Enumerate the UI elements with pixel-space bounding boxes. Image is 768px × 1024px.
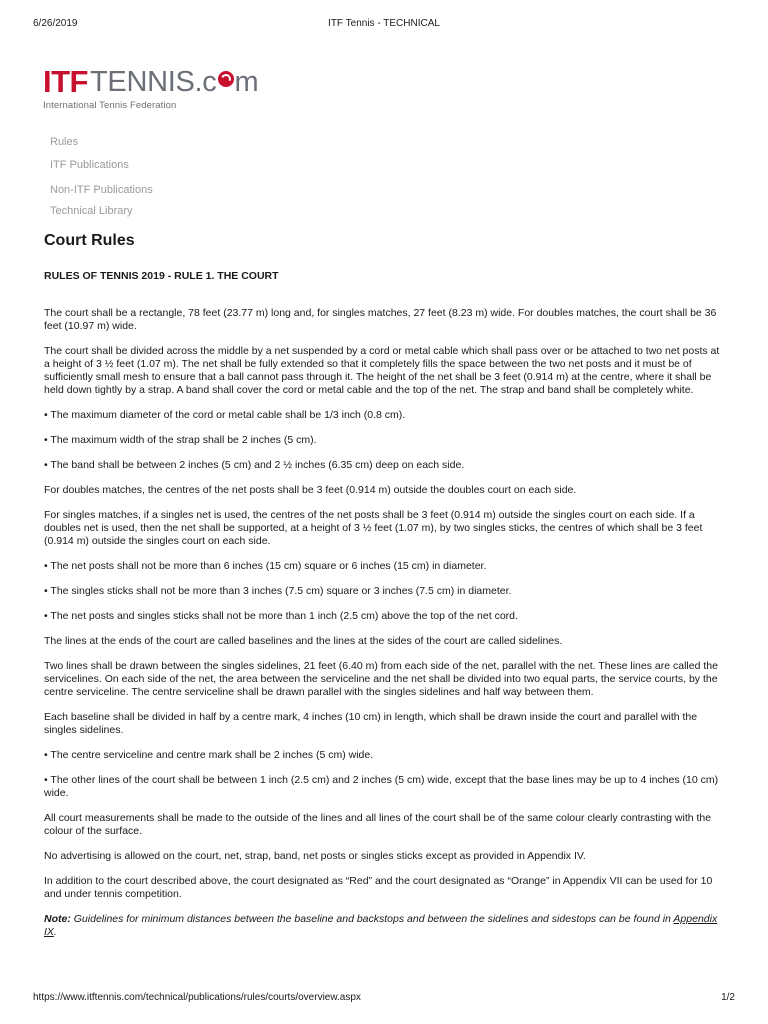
paragraph-measurements: All court measurements shall be made to the outside of the lines and all lines of the court shall be of the same colour clearly contrasting with the colour of the surface. — [44, 812, 712, 837]
paragraph-singles-posts: For singles matches, if a singles net is used, the centres of the net posts shall be 3 feet (0.914 m) outside the singles court on each side. If a doubles net is used, then the net shall be supported, at a height of 3 ½ feet (1.07 m), by two singles sticks, the centres of which shall be 3 feet (0.914 m) outside the singles court on each side. — [44, 509, 703, 547]
article-content — [44, 230, 724, 951]
note-label: Note: — [44, 913, 71, 925]
note-text: Guidelines for minimum distances between the baseline and backstops and between the sidelines and sidestops can be found in — [70, 913, 674, 925]
paragraph-red-orange-courts: In addition to the court described above, the court designated as “Red” and the court designated as “Orange” in Appendix VII can be used for 10 and under tennis competition. — [44, 875, 713, 900]
paragraph-net: The court shall be divided across the middle by a net suspended by a cord or metal cable which shall pass over or be attached to two net posts at a height of 3 ½ feet (1.07 m). The net shall be fully extended so that it completely fills the space between the two net posts and it must be of sufficiently small mesh to ensure that a ball cannot pass through it. The height of the net shall be 3 feet (0.914 m) at the centre, where it shall be held down tightly by a strap. A band shall cover the cord or metal cable and the top of the net. The strap and band shall be completely white. — [44, 345, 720, 396]
bullet-cord-diameter: • The maximum diameter of the cord or metal cable shall be 1/3 inch (0.8 cm). — [44, 409, 406, 421]
print-footer — [33, 992, 735, 1006]
nav-item-itf-publications[interactable]: ITF Publications — [50, 159, 129, 171]
logo-subtitle: International Tennis Federation — [43, 100, 177, 111]
bullet-net-post-size: • The net posts shall not be more than 6 inches (15 cm) square or 6 inches (15 cm) in diameter. — [44, 560, 487, 572]
print-url: https://www.itftennis.com/technical/publications/rules/courts/overview.aspx — [33, 992, 361, 1003]
paragraph-doubles-posts: For doubles matches, the centres of the net posts shall be 3 feet (0.914 m) outside the doubles court on each side. — [44, 484, 577, 496]
appendix-ix-link[interactable]: Appendix IX — [44, 913, 718, 938]
print-page-number: 1/2 — [721, 992, 735, 1003]
nav-item-non-itf-publications[interactable]: Non-ITF Publications — [50, 184, 153, 196]
logo-tennis-text: TENNIS.c m — [90, 66, 259, 98]
bullet-post-height: • The net posts and singles sticks shall not be more than 1 inch (2.5 cm) above the top of the net cord. — [44, 610, 518, 622]
paragraph-centre-mark: Each baseline shall be divided in half by a centre mark, 4 inches (10 cm) in length, which shall be drawn inside the court and parallel with the singles sidelines. — [44, 711, 698, 736]
nav-item-technical-library[interactable]: Technical Library — [50, 205, 133, 217]
bullet-other-line-width: • The other lines of the court shall be between 1 inch (2.5 cm) and 2 inches (5 cm) wide, except that the base lines may be up to 4 inches (10 cm) wide. — [44, 774, 719, 799]
bullet-band-depth: • The band shall be between 2 inches (5 cm) and 2 ½ inches (6.35 cm) deep on each side. — [44, 459, 465, 471]
paragraph-baselines: The lines at the ends of the court are called baselines and the lines at the sides of the court are called sidelines. — [44, 635, 563, 647]
note-end: . — [53, 926, 57, 938]
print-header — [33, 18, 735, 32]
logo-itf-text: ITF — [43, 64, 88, 99]
page-title: Court Rules — [44, 232, 135, 249]
print-page-title: ITF Tennis - TECHNICAL — [328, 18, 440, 29]
bullet-centre-line-width: • The centre serviceline and centre mark shall be 2 inches (5 cm) wide. — [44, 749, 374, 761]
tennis-ball-icon — [218, 71, 234, 87]
bullet-singles-stick-size: • The singles sticks shall not be more than 3 inches (7.5 cm) square or 3 inches (7.5 cm) in diameter. — [44, 585, 512, 597]
paragraph-court-dimensions: The court shall be a rectangle, 78 feet (23.77 m) long and, for singles matches, 27 feet (8.23 m) wide. For doubles matches, the court shall be 36 feet (10.97 m) wide. — [44, 307, 717, 332]
paragraph-servicelines: Two lines shall be drawn between the singles sidelines, 21 feet (6.40 m) from each side of the net, parallel with the net. These lines are called the servicelines. On each side of the net, the area between the serviceline and the net shall be divided into two equal parts, the service courts, by the centre serviceline. The centre serviceline shall be drawn parallel with the singles sidelines and half way between them. — [44, 660, 718, 698]
print-date: 6/26/2019 — [33, 18, 78, 29]
itf-tennis-logo[interactable] — [43, 66, 303, 110]
paragraph-advertising: No advertising is allowed on the court, net, strap, band, net posts or singles sticks except as provided in Appendix IV. — [44, 850, 586, 862]
bullet-strap-width: • The maximum width of the strap shall be 2 inches (5 cm). — [44, 434, 317, 446]
rule-heading: RULES OF TENNIS 2019 - RULE 1. THE COURT — [44, 270, 279, 282]
nav-item-rules[interactable]: Rules — [50, 136, 79, 148]
note-paragraph — [44, 913, 724, 939]
